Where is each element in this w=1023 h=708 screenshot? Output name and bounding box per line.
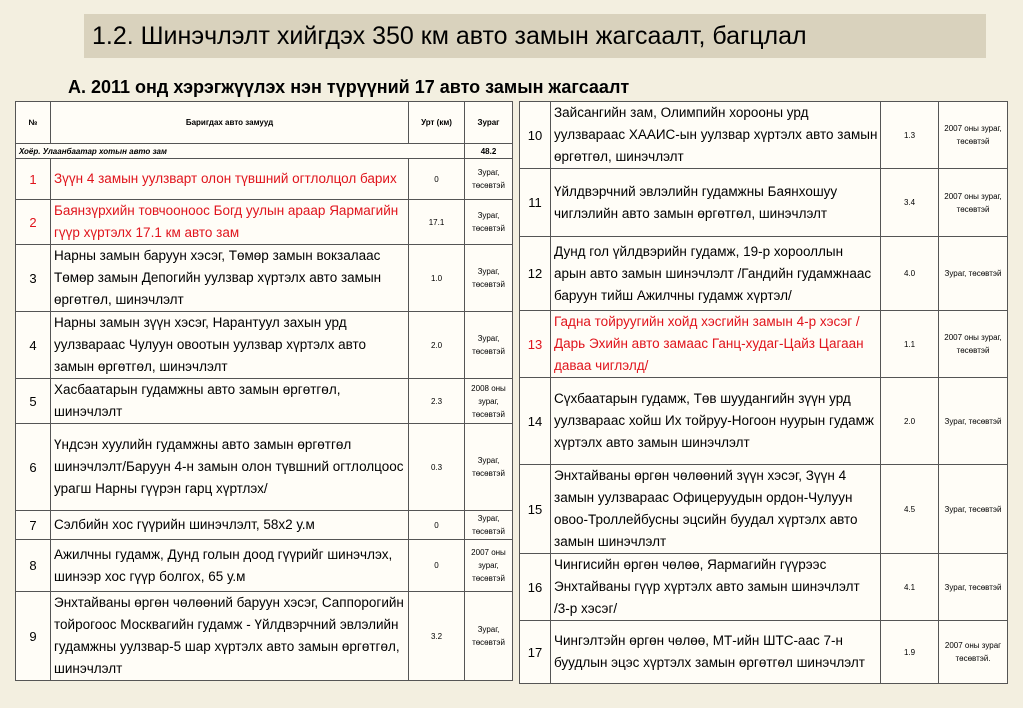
table-row [16,592,513,681]
road-name: Хасбаатарын гудамжны авто замын өргөтгөл, шинэчлэлт [51,379,409,424]
road-table-right [519,101,1008,684]
table-row [16,159,513,200]
road-name: Чингэлтэйн өргөн чөлөө, МТ-ийн ШТС-аас 7-н буудлын эцэс хүртэлх замын өргөтгөл шинэчлэлт [551,621,881,684]
row-number: 10 [520,102,551,169]
road-length: 3.4 [881,169,939,237]
road-name: Баянзүрхийн товчооноос Богд уулын араар Яармагийн гүүр хүртэлх 17.1 км авто зам [51,200,409,245]
road-length: 0 [409,159,465,200]
table-row [16,200,513,245]
road-length: 4.1 [881,554,939,621]
road-name: Энхтайваны өргөн чөлөөний зүүн хэсэг, Зүүн 4 замын уулзвараас Офицеруудын ордон-Чулуун овоо-Троллейбусны эцсийн буудал хүртэлх авто замын шинэчлэлт [551,465,881,554]
road-length: 1.9 [881,621,939,684]
section-row [16,144,513,159]
design-status: 2007 оны зураг, төсөвтэй [939,169,1008,237]
row-number: 14 [520,378,551,465]
header-name: Баригдах авто замууд [51,102,409,144]
road-length: 1.3 [881,102,939,169]
table-row [16,511,513,540]
design-status: Зураг, төсөвтэй [939,378,1008,465]
road-name: Зайсангийн зам, Олимпийн хорооны урд уулзвараас ХААИС-ын уулзвар хүртэлх авто замын өргөтгөл, шинэчлэлт [551,102,881,169]
road-name: Гадна тойруугийн хойд хэсгийн замын 4-р хэсэг /Дарь Эхийн авто замаас Ганц-худаг-Цайз Цагаан даваа чиглэлд/ [551,311,881,378]
table-row [520,378,1008,465]
design-status: Зураг, төсөвтэй [939,554,1008,621]
road-length: 4.5 [881,465,939,554]
road-length: 0.3 [409,424,465,511]
table-row [16,379,513,424]
road-name: Дунд гол үйлдвэрийн гудамж, 19-р хорооллын арын авто замын шинэчлэлт /Гандийн гудамжнаас баруун тийш Ажилчны гудамж хүртэл/ [551,237,881,311]
row-number: 2 [16,200,51,245]
table-row [16,245,513,312]
design-status: Зураг, төсөвтэй [939,465,1008,554]
header-status: Зураг [465,102,513,144]
road-length: 1.1 [881,311,939,378]
road-name: Зүүн 4 замын уулзварт олон түвшний огтлолцол барих [51,159,409,200]
table-row [520,169,1008,237]
design-status: Зураг, төсөвтэй [465,592,513,681]
slide-subtitle: А. 2011 онд хэрэгжүүлэх нэн түрүүний 17 авто замын жагсаалт [68,77,630,97]
road-name: Үндсэн хуулийн гудамжны авто замын өргөтгөл шинэчлэлт/Баруун 4-н замын олон түвшний огтлолцоос урагш Нарны гүүрэн гарц хүртлэх/ [51,424,409,511]
road-length: 2.0 [409,312,465,379]
road-length: 0 [409,511,465,540]
road-name: Чингисийн өргөн чөлөө, Яармагийн гүүрээс Энхтайваны гүүр хүртэлх авто замын шинэчлэлт /3-р хэсэг/ [551,554,881,621]
design-status: 2007 оны зураг, төсөвтэй [939,102,1008,169]
table-row [520,621,1008,684]
table-row [16,312,513,379]
row-number: 4 [16,312,51,379]
row-number: 16 [520,554,551,621]
design-status: Зураг, төсөвтэй [465,200,513,245]
row-number: 3 [16,245,51,312]
road-name: Сэлбийн хос гүүрийн шинэчлэлт, 58х2 у.м [51,511,409,540]
road-length: 2.0 [881,378,939,465]
road-length: 3.2 [409,592,465,681]
row-number: 15 [520,465,551,554]
design-status: Зураг, төсөвтэй [939,237,1008,311]
road-name: Сүхбаатарын гудамж, Төв шуудангийн зүүн урд уулзвараас хойш Их тойруу-Ногоон нуурын гудамж хүртэлх авто замын шинэчлэлт [551,378,881,465]
header-length: Урт (км) [409,102,465,144]
row-number: 7 [16,511,51,540]
header-no: № [16,102,51,144]
road-name: Нарны замын баруун хэсэг, Төмөр замын вокзалаас Төмөр замын Депогийн уулзвар хүртэлх авто замын өргөтгөл, шинэчлэлт [51,245,409,312]
design-status: Зураг, төсөвтэй [465,245,513,312]
table-row [16,424,513,511]
road-length: 0 [409,540,465,592]
road-name: Энхтайваны өргөн чөлөөний баруун хэсэг, Саппорогийн тойрогоос Москвагийн гудамж - Үйлдвэрчний эвлэлийн гудамжны уулзвар-5 шар хүртэлх авто замын өргөтгөл, шинэчлэлт [51,592,409,681]
row-number: 6 [16,424,51,511]
row-number: 8 [16,540,51,592]
design-status: 2007 оны зураг төсөвтэй. [939,621,1008,684]
road-length: 2.3 [409,379,465,424]
slide-title: 1.2. Шинэчлэлт хийгдэх 350 км авто замын жагсаалт, багцлал [84,14,986,58]
table-row [520,465,1008,554]
road-length: 1.0 [409,245,465,312]
road-name: Нарны замын зүүн хэсэг, Нарантуул захын урд уулзвараас Чулуун овоотын уулзвар хүртэлх авто замын өргөтгөл, шинэчлэлт [51,312,409,379]
design-status: 2007 оны зураг, төсөвтэй [939,311,1008,378]
table-row [16,540,513,592]
design-status: Зураг, төсөвтэй [465,312,513,379]
design-status: Зураг, төсөвтэй [465,511,513,540]
table-header-row [16,102,513,144]
road-length: 17.1 [409,200,465,245]
row-number: 13 [520,311,551,378]
table-row [520,237,1008,311]
road-name: Үйлдвэрчний эвлэлийн гудамжны Баянхошуу чиглэлийн авто замын өргөтгөл, шинэчлэлт [551,169,881,237]
section-total: 48.2 [465,144,513,159]
design-status: Зураг, төсөвтэй [465,159,513,200]
row-number: 12 [520,237,551,311]
section-name: Хоёр. Улаанбаатар хотын авто зам [16,144,465,159]
table-row [520,554,1008,621]
table-row [520,311,1008,378]
design-status: Зураг, төсөвтэй [465,424,513,511]
road-table-left [15,101,513,681]
design-status: 2007 оны зураг, төсөвтэй [465,540,513,592]
row-number: 5 [16,379,51,424]
road-length: 4.0 [881,237,939,311]
row-number: 1 [16,159,51,200]
design-status: 2008 оны зураг, төсөвтэй [465,379,513,424]
road-name: Ажилчны гудамж, Дунд голын доод гүүрийг шинэчлэх, шинээр хос гүүр болгох, 65 у.м [51,540,409,592]
row-number: 17 [520,621,551,684]
row-number: 9 [16,592,51,681]
row-number: 11 [520,169,551,237]
table-row [520,102,1008,169]
